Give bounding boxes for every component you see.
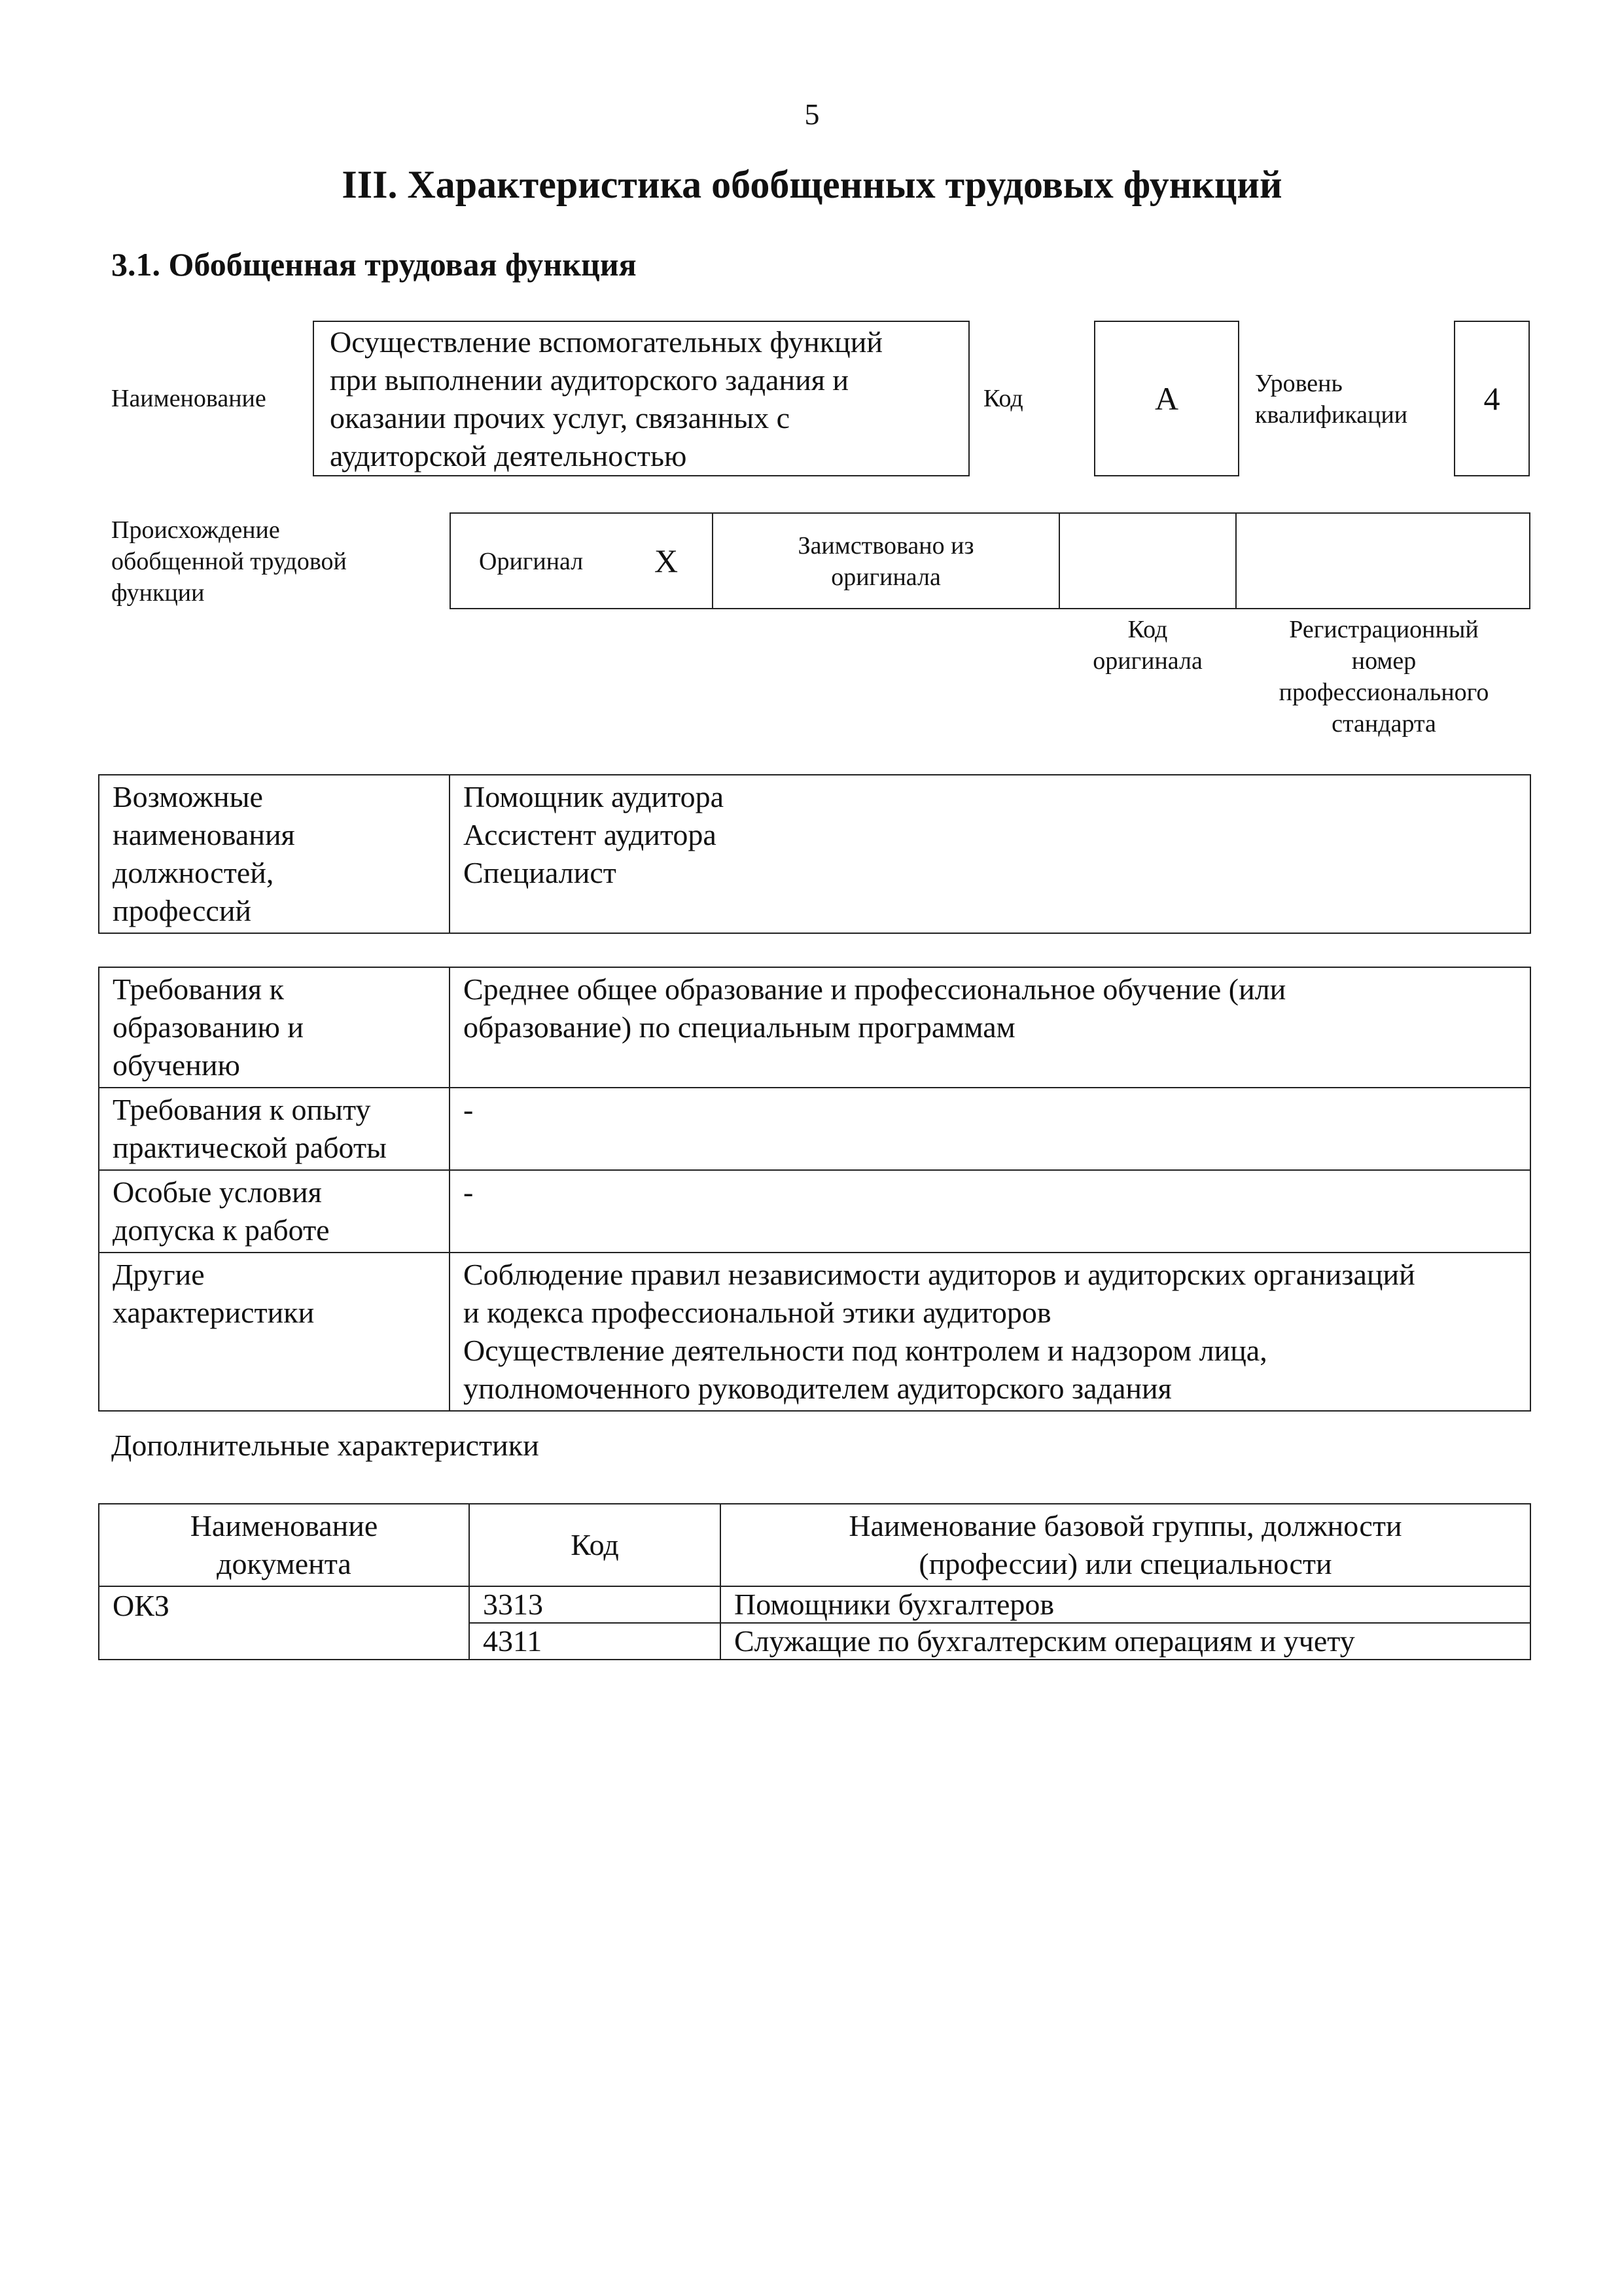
header-line: (профессии) или специальности bbox=[919, 1547, 1332, 1580]
origin-label-line: Происхождение bbox=[111, 516, 280, 544]
level-label bbox=[1255, 368, 1407, 431]
borrowed-label-line: оригинала bbox=[831, 563, 941, 591]
other-characteristics-value bbox=[450, 1253, 1530, 1411]
admission-value bbox=[450, 1170, 1530, 1253]
value-line: уполномоченного руководителем аудиторского задания bbox=[463, 1372, 1172, 1405]
page-number: 5 bbox=[804, 98, 820, 131]
label-line: Другие bbox=[113, 1258, 205, 1291]
doc-name-cell: ОКЗ bbox=[99, 1586, 469, 1660]
value-line: - bbox=[463, 1175, 474, 1209]
header-document bbox=[99, 1504, 469, 1586]
additional-table bbox=[98, 1503, 1531, 1660]
caption-line: Код bbox=[1127, 616, 1168, 643]
education-label bbox=[99, 967, 450, 1088]
subsection-title: 3.1. Обобщенная трудовая функция bbox=[111, 246, 637, 283]
header-code: Код bbox=[469, 1504, 720, 1586]
value-line: - bbox=[463, 1093, 474, 1126]
table-header-row bbox=[99, 1504, 1530, 1586]
level-label-line: Уровень bbox=[1255, 370, 1343, 397]
code-label: Код bbox=[983, 385, 1023, 412]
label-line: практической работы bbox=[113, 1131, 387, 1164]
table-row bbox=[99, 1586, 1530, 1623]
positions-table bbox=[98, 774, 1531, 934]
position-item: Помощник аудитора bbox=[463, 780, 724, 813]
label-line: Требования к bbox=[113, 972, 284, 1006]
label-line: Особые условия bbox=[113, 1175, 322, 1209]
borrowed-label-line: Заимствовано из bbox=[798, 532, 974, 560]
label-line: Возможные bbox=[113, 780, 263, 813]
positions-list bbox=[450, 775, 1530, 933]
name-cell: Служащие по бухгалтерским операциям и учету bbox=[720, 1623, 1530, 1660]
origin-label-line: обобщенной трудовой bbox=[111, 548, 347, 575]
label-line: наименования bbox=[113, 818, 295, 851]
additional-title: Дополнительные характеристики bbox=[111, 1429, 539, 1462]
other-characteristics-label bbox=[99, 1253, 450, 1411]
label-line: Требования к опыту bbox=[113, 1093, 371, 1126]
origin-label bbox=[111, 514, 347, 609]
value-line: образование) по специальным программам bbox=[463, 1010, 1015, 1044]
education-value bbox=[450, 967, 1530, 1088]
caption-line: профессионального bbox=[1279, 679, 1489, 706]
positions-label bbox=[99, 775, 450, 933]
value-line: Соблюдение правил независимости аудиторов и аудиторских организаций bbox=[463, 1258, 1415, 1291]
caption-line: Регистрационный bbox=[1289, 616, 1479, 643]
label-line: профессий bbox=[113, 894, 252, 927]
requirements-table bbox=[98, 967, 1531, 1412]
level-value-box: 4 bbox=[1454, 321, 1530, 476]
position-item: Специалист bbox=[463, 856, 616, 889]
label-line: характеристики bbox=[113, 1296, 315, 1329]
label-line: обучению bbox=[113, 1048, 240, 1082]
value-line: Осуществление деятельности под контролем и надзором лица, bbox=[463, 1334, 1267, 1367]
admission-label bbox=[99, 1170, 450, 1253]
value-line: и кодекса профессиональной этики аудиторов bbox=[463, 1296, 1051, 1329]
function-name-line: при выполнении аудиторского задания и bbox=[330, 363, 849, 397]
code-value-box: A bbox=[1094, 321, 1239, 476]
caption-line: номер bbox=[1351, 647, 1417, 675]
code-cell: 3313 bbox=[469, 1586, 720, 1623]
level-label-line: квалификации bbox=[1255, 401, 1408, 429]
value-line: Среднее общее образование и профессиональное обучение (или bbox=[463, 972, 1286, 1006]
code-original-caption bbox=[1060, 614, 1235, 677]
label-line: допуска к работе bbox=[113, 1213, 330, 1247]
code-cell: 4311 bbox=[469, 1623, 720, 1660]
section-title: III. Характеристика обобщенных трудовых функций bbox=[342, 163, 1282, 206]
table-row bbox=[99, 1088, 1530, 1170]
experience-label bbox=[99, 1088, 450, 1170]
borrowed-label bbox=[715, 530, 1057, 593]
label-line: образованию и bbox=[113, 1010, 304, 1044]
caption-line: оригинала bbox=[1093, 647, 1203, 675]
table-row bbox=[99, 775, 1530, 933]
function-name-line: аудиторской деятельностью bbox=[330, 439, 687, 472]
registration-number-caption bbox=[1237, 614, 1531, 739]
function-name-label: Наименование bbox=[111, 385, 266, 412]
function-name-box bbox=[313, 321, 970, 476]
function-name-line: Осуществление вспомогательных функций bbox=[330, 325, 883, 359]
experience-value bbox=[450, 1088, 1530, 1170]
position-item: Ассистент аудитора bbox=[463, 818, 716, 851]
original-label: Оригинал bbox=[479, 548, 584, 575]
header-line: Наименование bbox=[190, 1509, 378, 1542]
caption-line: стандарта bbox=[1332, 710, 1436, 738]
function-name-line: оказании прочих услуг, связанных с bbox=[330, 401, 790, 435]
original-mark: X bbox=[654, 543, 679, 579]
header-line: Наименование базовой группы, должности bbox=[849, 1509, 1402, 1542]
origin-label-line: функции bbox=[111, 579, 205, 607]
name-cell: Помощники бухгалтеров bbox=[720, 1586, 1530, 1623]
header-line: документа bbox=[217, 1547, 351, 1580]
header-name bbox=[720, 1504, 1530, 1586]
label-line: должностей, bbox=[113, 856, 274, 889]
table-row bbox=[99, 1253, 1530, 1411]
table-row bbox=[99, 1170, 1530, 1253]
table-row bbox=[99, 967, 1530, 1088]
